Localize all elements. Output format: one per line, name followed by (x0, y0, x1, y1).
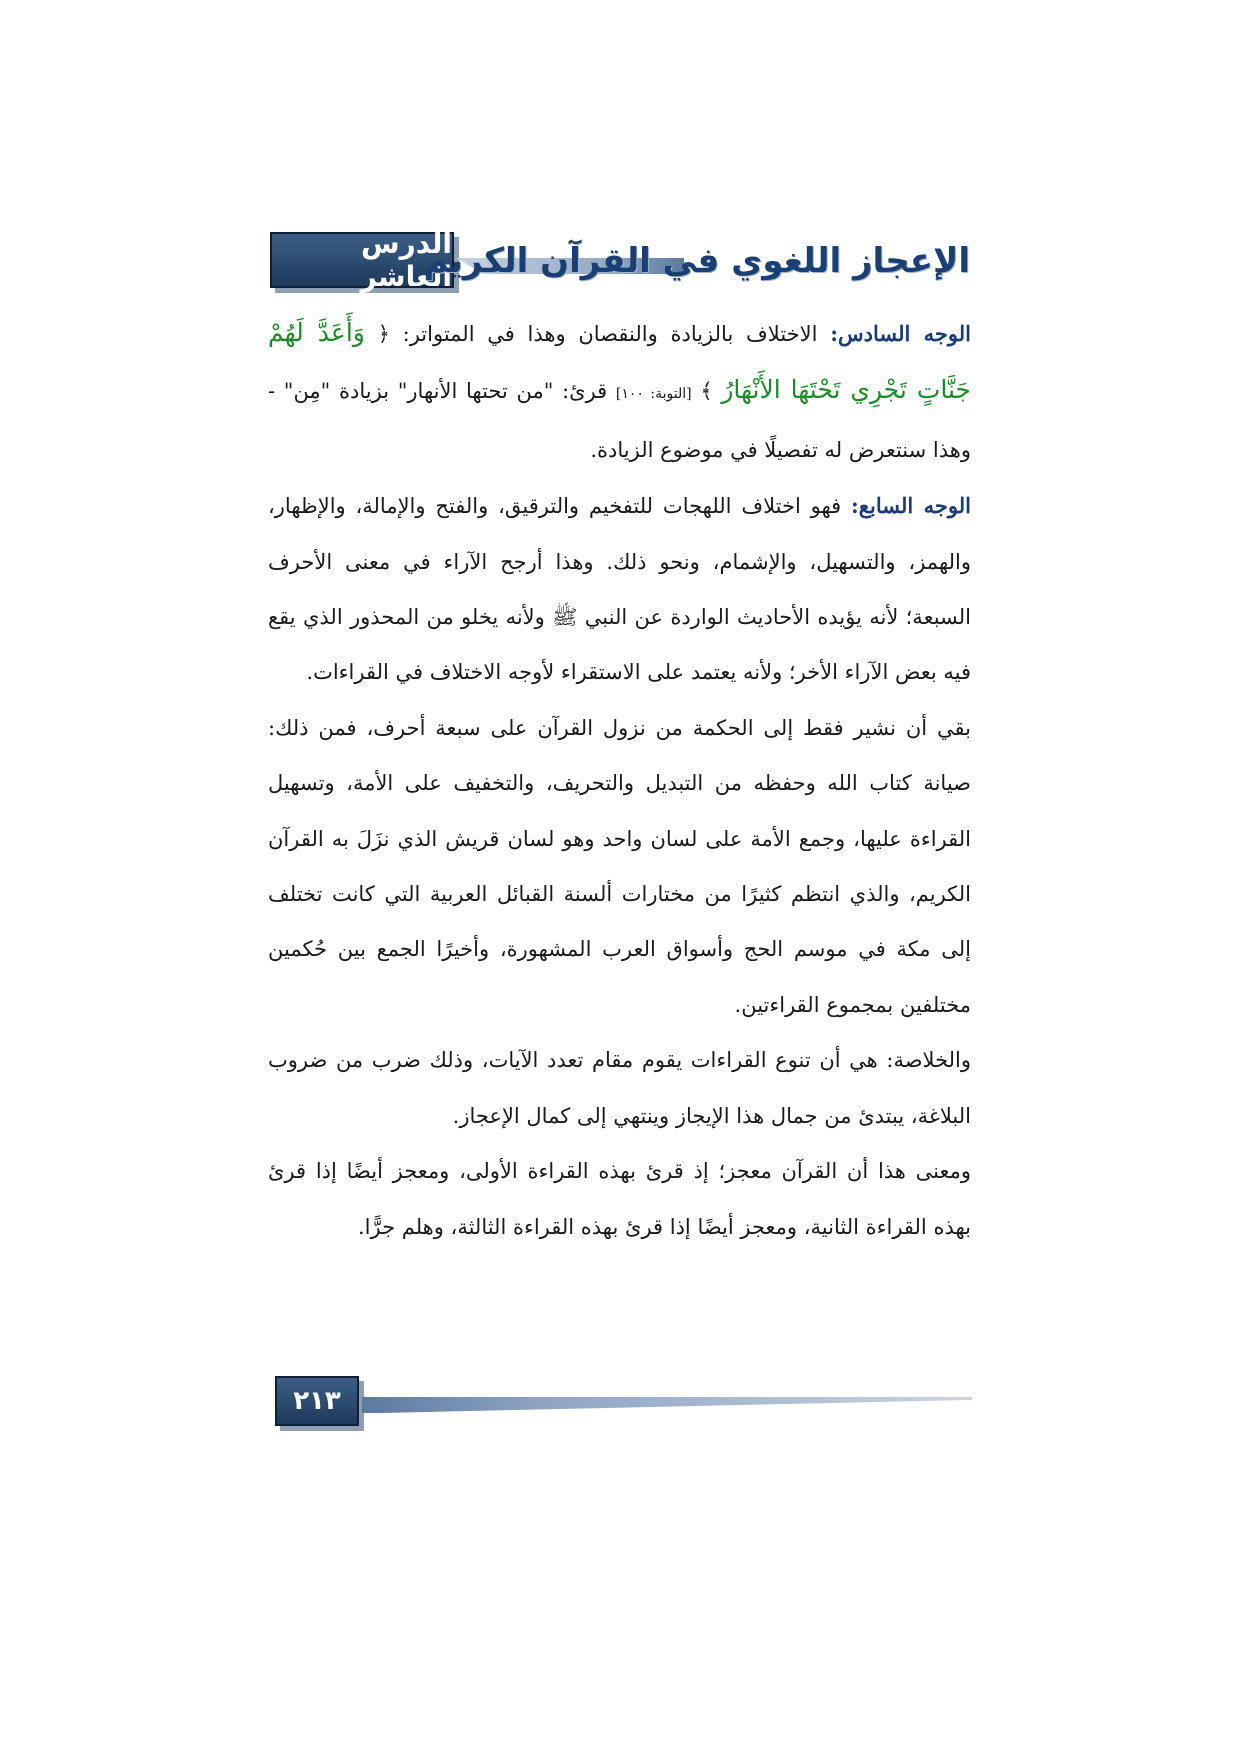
verse-reference: [التوبة: ١٠٠] (615, 386, 692, 403)
book-title: الإعجاز اللغوي في القرآن الكريم (423, 241, 970, 281)
paragraph-sixth-aspect (268, 305, 971, 478)
paragraph-conclusion: ومعنى هذا أن القرآن معجز؛ إذ قرئ بهذه القراءة الأولى، ومعجز أيضًا إذا قرئ بهذه القراءة الثانية، ومعجز أيضًا إذا قرئ بهذه القراءة الثالثة، وهلم جرًّا. (268, 1159, 971, 1239)
page-number: ٢١٣ (275, 1376, 359, 1426)
paragraph-text: قرئ: "من تحتها الأنهار" بزيادة "مِن" - وهذا سنتعرض له تفصيلًا في موضوع الزيادة. (268, 379, 971, 462)
paragraph-summary: والخلاصة: هي أن تنوع القراءات يقوم مقام تعدد الآيات، وذلك ضرب من ضروب البلاغة، يبتدئ من جمال هذا الإيجاز وينتهي إلى كمال الإعجاز. (268, 1048, 971, 1128)
paragraph-text: فهو اختلاف اللهجات للتفخيم والترقيق، والفتح والإمالة، والإظهار، والهمز، والتسهيل، والإشمام، ونحو ذلك. وهذا أرجح الآراء في معنى الأحرف السبعة؛ لأنه يؤيده الأحاديث الواردة عن النبي ﷺ ولأنه يخلو من المحذور الذي يقع فيه بعض الآراء الأخر؛ ولأنه يعتمد على الاستقراء لأوجه الاختلاف في القراءات. (268, 494, 971, 685)
page-header (270, 227, 970, 294)
sixth-aspect-term: الوجه السادس: (830, 321, 972, 346)
lesson-badge: الدرس العاشر (270, 232, 454, 288)
seventh-aspect-term: الوجه السابع: (851, 493, 971, 519)
paragraph-text: الاختلاف بالزيادة والنقصان وهذا في المتواتر: ﴿ (364, 322, 831, 346)
paragraph-wisdom: بقي أن نشير فقط إلى الحكمة من نزول القرآن على سبعة أحرف، فمن ذلك: صيانة كتاب الله وحفظه من التبديل والتحريف، والتخفيف على الأمة، وتسهيل القراءة عليها، وجمع الأمة على لسان واحد وهو لسان قريش الذي نزَلَ به القرآن الكريم، والذي انتظم كثيرًا من مختارات ألسنة القبائل العربية التي كانت تختلف إلى مكة في موسم الحج وأسواق العرب المشهورة، وأخيرًا الجمع بين حُكمين مختلفين بمجموع القراءتين. (268, 715, 971, 1017)
paragraph-text: ﴾ (691, 379, 722, 404)
paragraph-seventh-aspect (268, 478, 971, 701)
footer-rule (362, 1397, 972, 1413)
quran-verse: وَأَعَدَّ لَهُمْ جَنَّاتٍ تَجْرِي تَحْتَهَا الأَنْهَارُ (268, 318, 971, 405)
page-content (268, 305, 971, 1255)
